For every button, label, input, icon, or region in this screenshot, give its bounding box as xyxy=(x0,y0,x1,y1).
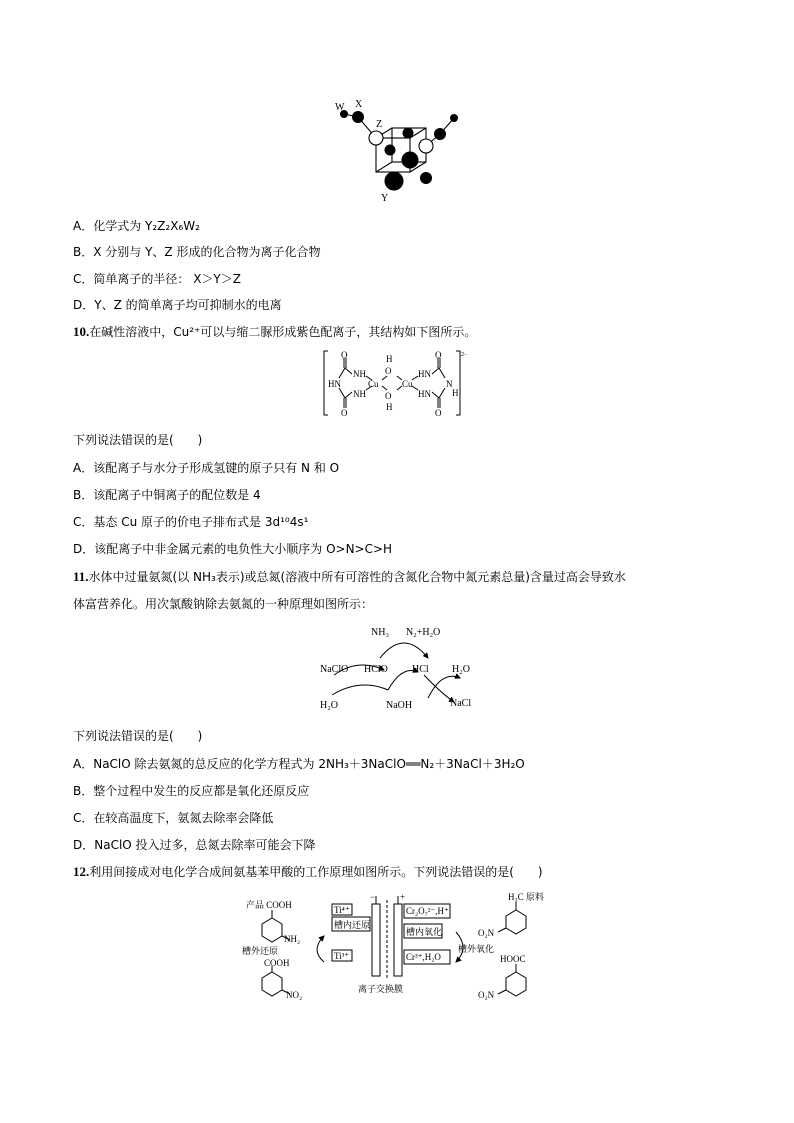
product-label: 产品 COOH xyxy=(246,900,292,910)
minus-sign: − xyxy=(370,892,376,902)
hclo: HClO xyxy=(364,664,388,675)
charge: 2− xyxy=(461,352,468,358)
membrane-label: 离子交换膜 xyxy=(358,984,404,994)
q11-stem-line2: 体富营养化。用次氯酸钠除去氨氮的一种原理如图所示： xyxy=(73,597,374,611)
naoh: NaOH xyxy=(386,700,413,711)
cu-1: Cu xyxy=(368,379,379,389)
chromium3-label: Cr³⁺,H₂O xyxy=(406,952,441,962)
h2o-right: H₂O xyxy=(452,664,470,675)
q9-option-a: A．化学式为 Y₂Z₂X₆W₂ xyxy=(73,219,200,233)
ammonia-removal-cycle-figure xyxy=(316,620,486,712)
cooh-left: COOH xyxy=(264,958,290,968)
label-x: X xyxy=(355,99,363,110)
label-z: Z xyxy=(376,119,383,130)
crystal-structure-figure xyxy=(330,98,470,204)
no2-right-2: O₂N xyxy=(478,990,495,1000)
n2-h2o: N₂+H₂O xyxy=(406,627,441,638)
hn-left: HN xyxy=(328,379,341,389)
plus-sign: + xyxy=(400,892,406,902)
h2o-left: H₂O xyxy=(320,700,338,711)
nh3: NH₃ xyxy=(371,627,389,638)
nh-2: NH xyxy=(353,389,366,399)
q10-option-d: D．该配离子中非金属元素的电负性大小顺序为 O>N>C>H xyxy=(73,542,393,556)
q9-option-b: B．X 分别与 Y、Z 形成的化合物为离子化合物 xyxy=(73,245,321,259)
q11-option-c: C．在较高温度下，氨氮去除率会降低 xyxy=(73,811,274,825)
label-w: W xyxy=(335,102,345,113)
q11-option-d: D．NaClO 投入过多，总氮去除率可能会下降 xyxy=(73,838,316,852)
q10-option-c: C．基态 Cu 原子的价电子排布式是 3d¹⁰4s¹ xyxy=(73,515,309,529)
q10-stem: 10.在碱性溶液中，Cu²⁺可以与缩二脲形成紫色配离子，其结构如下图所示。 xyxy=(73,324,477,339)
label-y: Y xyxy=(381,193,389,204)
h-right: H xyxy=(452,388,459,398)
hcl: HCl xyxy=(412,664,429,675)
dichromate-label: Cr₂O₇²⁻,H⁺ xyxy=(406,906,449,916)
h-bottom: H xyxy=(386,402,393,412)
o-4: O xyxy=(435,408,442,418)
q11-option-b: B．整个过程中发生的反应都是氧化还原反应 xyxy=(73,784,310,798)
q11-stem-line1: 11.水体中过量氨氮(以 NH₃表示)或总氮(溶液中所有可溶性的含氮化合物中氮元素总量)含量过高会导致水 xyxy=(73,569,626,584)
nh2-label: NH₂ xyxy=(284,934,301,944)
electrosynthesis-figure xyxy=(238,892,568,1004)
no2-left: NO₂ xyxy=(286,990,303,1000)
q9-option-c: C．简单离子的半径： X＞Y＞Z xyxy=(73,272,241,286)
right-inside-oxidation: 槽内氧化 xyxy=(406,927,443,937)
hooc-label: HOOC xyxy=(500,954,526,964)
raw-material-label: H₃C 原料 xyxy=(508,892,544,902)
q9-option-d: D．Y、Z 的简单离子均可抑制水的电离 xyxy=(73,298,282,312)
naclo: NaClO xyxy=(320,664,349,675)
right-outside-oxidation: 槽外氧化 xyxy=(458,944,495,954)
q11-prompt: 下列说法错误的是( ) xyxy=(73,729,203,743)
biuret-copper-complex-figure xyxy=(322,348,472,418)
left-outside-reduction: 槽外还原 xyxy=(242,946,279,956)
ti4-ion: Ti⁴⁺ xyxy=(334,905,350,915)
nacl: NaCl xyxy=(450,698,472,709)
hn-2: HN xyxy=(418,389,431,399)
nh-1: NH xyxy=(353,369,366,379)
o-bottom: O xyxy=(385,391,392,401)
n-right: N xyxy=(446,379,453,389)
o-1: O xyxy=(341,350,348,360)
hn-1: HN xyxy=(418,369,431,379)
o-top: O xyxy=(385,366,392,376)
o-2: O xyxy=(341,408,348,418)
h-top: H xyxy=(386,354,393,364)
q10-option-a: A．该配离子与水分子形成氢键的原子只有 N 和 O xyxy=(73,461,340,475)
cu-2: Cu xyxy=(402,379,413,389)
q12-stem: 12.利用间接成对电化学合成间氨基苯甲酸的工作原理如图所示。下列说法错误的是( ) xyxy=(73,864,543,879)
left-inside-reduction: 槽内还原 xyxy=(334,920,371,930)
q10-option-b: B．该配离子中铜离子的配位数是 4 xyxy=(73,488,261,502)
q11-option-a: A．NaClO 除去氨氮的总反应的化学方程式为 2NH₃＋3NaClO══N₂＋3NaCl＋3H₂O xyxy=(73,757,525,771)
ti3-ion: Ti³⁺ xyxy=(334,951,350,961)
no2-right-1: O₂N xyxy=(478,928,495,938)
o-3: O xyxy=(435,350,442,360)
q10-prompt: 下列说法错误的是( ) xyxy=(73,433,203,447)
